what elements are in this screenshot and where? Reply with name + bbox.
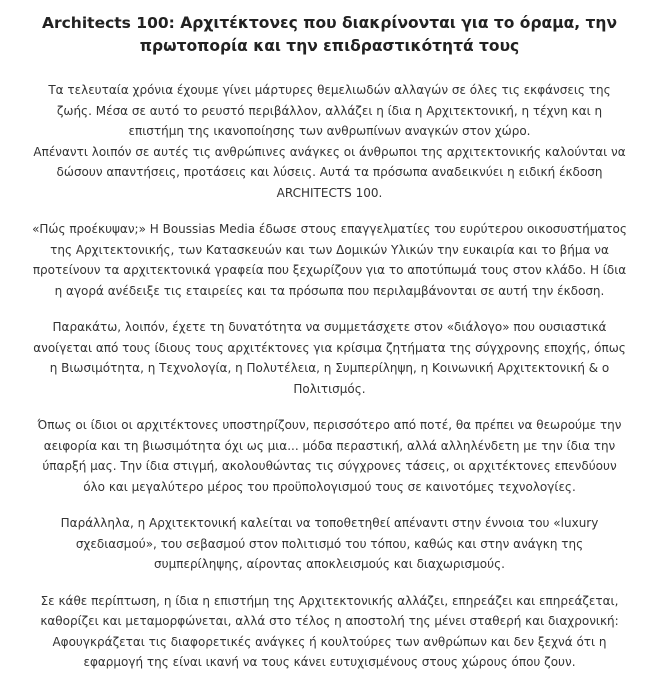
article-paragraph-intro: Τα τελευταία χρόνια έχουμε γίνει μάρτυρες θεμελιωδών αλλαγών σε όλες τις εκφάνσεις της ζωής. Μέσα σε αυτό το ρευστό περιβάλλον, αλλάζει η ίδια η Αρχιτεκτονική, η τέχνη και η επιστήμη της ικανοποίησης των ανθρωπίνων αναγκών στον χώρο. Απέναντι λοιπόν σε αυτές τις ανθρώπινες ανάγκες οι άνθρωποι της αρχιτεκτονικής καλούνται να δώσουν απαντήσεις, προτάσεις και λύσεις. Αυτά τα πρόσωπα αναδεικνύει η ειδική έκδοση ARCHITECTS 100.: [33, 83, 626, 200]
article-paragraph-conclusion: Σε κάθε περίπτωση, η ίδια η επιστήμη της Αρχιτεκτονικής αλλάζει, επηρεάζει και επηρεάζεται, καθορίζει και μεταμορφώνεται, αλλά στο τέλος η αποστολή της μένει σταθερή και διαχρονική: Αφουγκράζεται τις διαφορετικές ανάγκες ή κουλτούρες των ανθρώπων και δεν ξεχνά ότι η εφαρμογή της είναι ικανή να τους κάνει ευτυχισμένους στους χώρους όπου ζουν.: [40, 593, 619, 669]
article-title: Architects 100: Αρχιτέκτονες που διακρίνονται για το όραμα, την πρωτοπορία και την επιδραστικότητά τους: [41, 14, 618, 55]
article-paragraph-origin: «Πώς προέκυψαν;» Η Boussias Media έδωσε στους επαγγελματίες του ευρύτερου οικοσυστήματος της Αρχιτεκτονικής, των Κατασκευών και των Δομικών Υλικών την ευκαιρία και το βήμα να προτείνουν τα αρχιτεκτονικά γραφεία που ξεχωρίζουν για το αποτύπωμά τους στον κλάδο. Η ίδια η αγορά ανέδειξε τις εταιρείες και τα πρόσωπα που περιλαμβάνονται σε αυτή την έκδοση.: [32, 222, 627, 298]
article-paragraph-sustainability: Όπως οι ίδιοι οι αρχιτέκτονες υποστηρίζουν, περισσότερο από ποτέ, θα πρέπει να θεωρούμε την αειφορία και τη βιωσιμότητα όχι ως μια... μόδα περαστική, αλλά αλληλένδετη με την ίδια την ύπαρξή μας. Την ίδια στιγμή, ακολουθώντας τις σύγχρονες τάσεις, οι αρχιτέκτονες επενδύουν όλο και μεγαλύτερο μέρος του προϋπολογισμού τους σε καινοτόμες τεχνολογίες.: [37, 418, 622, 494]
article-paragraph-luxury: Παράλληλα, η Αρχιτεκτονική καλείται να τοποθετηθεί απέναντι στην έννοια του «luxury σχεδιασμού», του σεβασμού στον πολιτισμό του τόπου, καθώς και στην ανάγκη της συμπερίληψης, αίροντας αποκλεισμούς και διαχωρισμούς.: [60, 516, 599, 571]
article-paragraph-dialogue: Παρακάτω, λοιπόν, έχετε τη δυνατότητα να συμμετάσχετε στον «διάλογο» που ουσιαστικά ανοίγεται από τους ίδιους τους αρχιτέκτονες για κρίσιμα ζητήματα της σύγχρονης εποχής, όπως η Βιωσιμότητα, η Τεχνολογία, η Πολυτέλεια, η Συμπερίληψη, η Κοινωνική Αρχιτεκτονική & ο Πολιτισμός.: [33, 320, 626, 396]
